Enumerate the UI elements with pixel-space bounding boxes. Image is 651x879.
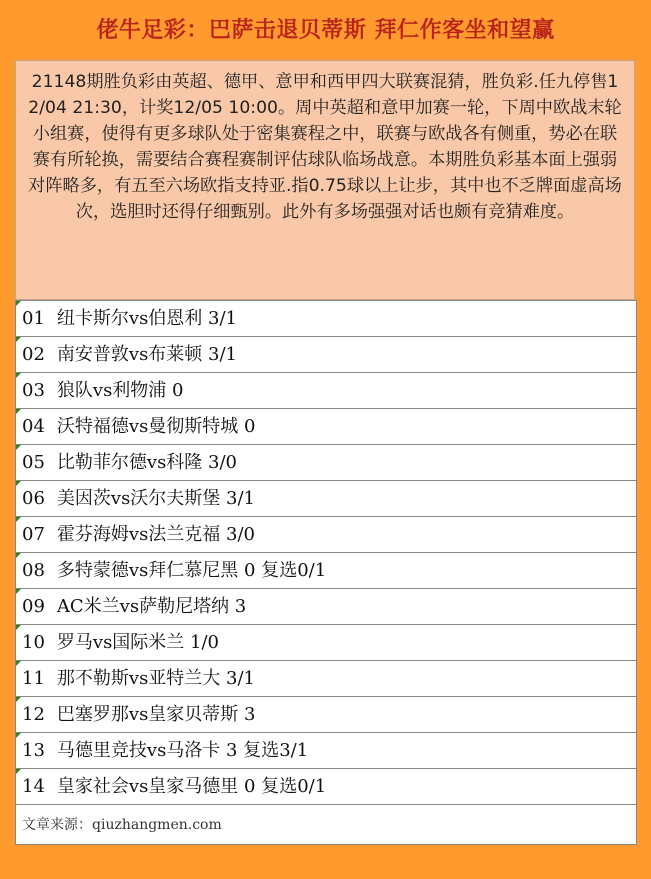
match-number: 03 <box>22 380 45 401</box>
match-row <box>15 589 637 625</box>
match-prediction: 罗马vs国际米兰 1/0 <box>56 632 220 653</box>
match-number: 09 <box>22 596 45 617</box>
match-prediction: 比勒菲尔德vs科隆 3/0 <box>56 452 238 473</box>
intro-paragraph: 21148期胜负彩由英超、德甲、意甲和西甲四大联赛混猜，胜负彩.任九停售12/04 21:30，计奖12/05 10:00。周中英超和意甲加赛一轮，下周中欧战末轮小组赛，使得有更多球队处于密集赛程之中，联赛与欧战各有侧重，势必在联赛有所轮换，需要结合赛程赛制评估球队临场战意。本期胜负彩基本面上强弱对阵略多，有五至六场欧指支持亚.指0.75球以上让步，其中也不乏牌面虚高场次，选胆时还得仔细甄别。此外有多场强强对话也颇有竞猜难度。 <box>15 60 635 300</box>
source-credit: 文章来源：qiuzhangmen.com <box>15 805 637 845</box>
row-corner-marker <box>16 373 21 378</box>
match-number: 14 <box>22 776 45 797</box>
row-corner-marker <box>16 301 21 306</box>
row-corner-marker <box>16 445 21 450</box>
row-corner-marker <box>16 733 21 738</box>
match-list <box>15 300 637 845</box>
match-row <box>15 625 637 661</box>
match-prediction: 南安普敦vs布莱顿 3/1 <box>56 344 238 365</box>
match-row <box>15 769 637 805</box>
match-number: 04 <box>22 416 45 437</box>
article-title: 佬牛足彩：巴萨击退贝蒂斯 拜仁作客坐和望赢 <box>96 18 555 43</box>
match-row <box>15 697 637 733</box>
row-corner-marker <box>16 481 21 486</box>
match-row <box>15 337 637 373</box>
match-row <box>15 733 637 769</box>
match-prediction: AC米兰vs萨勒尼塔纳 3 <box>56 596 247 617</box>
row-corner-marker <box>16 697 21 702</box>
match-prediction: 狼队vs利物浦 0 <box>56 380 184 401</box>
match-number: 06 <box>22 488 45 509</box>
match-row <box>15 661 637 697</box>
match-row <box>15 300 637 337</box>
match-row <box>15 445 637 481</box>
match-prediction: 美因茨vs沃尔夫斯堡 3/1 <box>56 488 256 509</box>
row-corner-marker <box>16 409 21 414</box>
row-corner-marker <box>16 517 21 522</box>
match-prediction: 巴塞罗那vs皇家贝蒂斯 3 <box>56 704 256 725</box>
row-corner-marker <box>16 625 21 630</box>
match-number: 13 <box>22 740 45 761</box>
match-row <box>15 481 637 517</box>
match-number: 12 <box>22 704 45 725</box>
match-prediction: 纽卡斯尔vs伯恩利 3/1 <box>56 308 238 329</box>
match-number: 08 <box>22 560 45 581</box>
match-row <box>15 553 637 589</box>
match-prediction: 皇家社会vs皇家马德里 0 复选0/1 <box>56 776 327 797</box>
match-number: 11 <box>22 668 45 689</box>
match-number: 07 <box>22 524 45 545</box>
match-prediction: 多特蒙德vs拜仁慕尼黑 0 复选0/1 <box>56 560 327 581</box>
match-prediction: 沃特福德vs曼彻斯特城 0 <box>56 416 256 437</box>
match-number: 05 <box>22 452 45 473</box>
match-number: 01 <box>22 308 45 329</box>
match-row <box>15 409 637 445</box>
row-corner-marker <box>16 553 21 558</box>
row-corner-marker <box>16 337 21 342</box>
match-prediction: 霍芬海姆vs法兰克福 3/0 <box>56 524 256 545</box>
row-corner-marker <box>16 661 21 666</box>
row-corner-marker <box>16 769 21 774</box>
match-number: 02 <box>22 344 45 365</box>
match-row <box>15 373 637 409</box>
match-prediction: 那不勒斯vs亚特兰大 3/1 <box>56 668 256 689</box>
match-prediction: 马德里竞技vs马洛卡 3 复选3/1 <box>56 740 309 761</box>
row-corner-marker <box>16 589 21 594</box>
match-row <box>15 517 637 553</box>
match-number: 10 <box>22 632 45 653</box>
